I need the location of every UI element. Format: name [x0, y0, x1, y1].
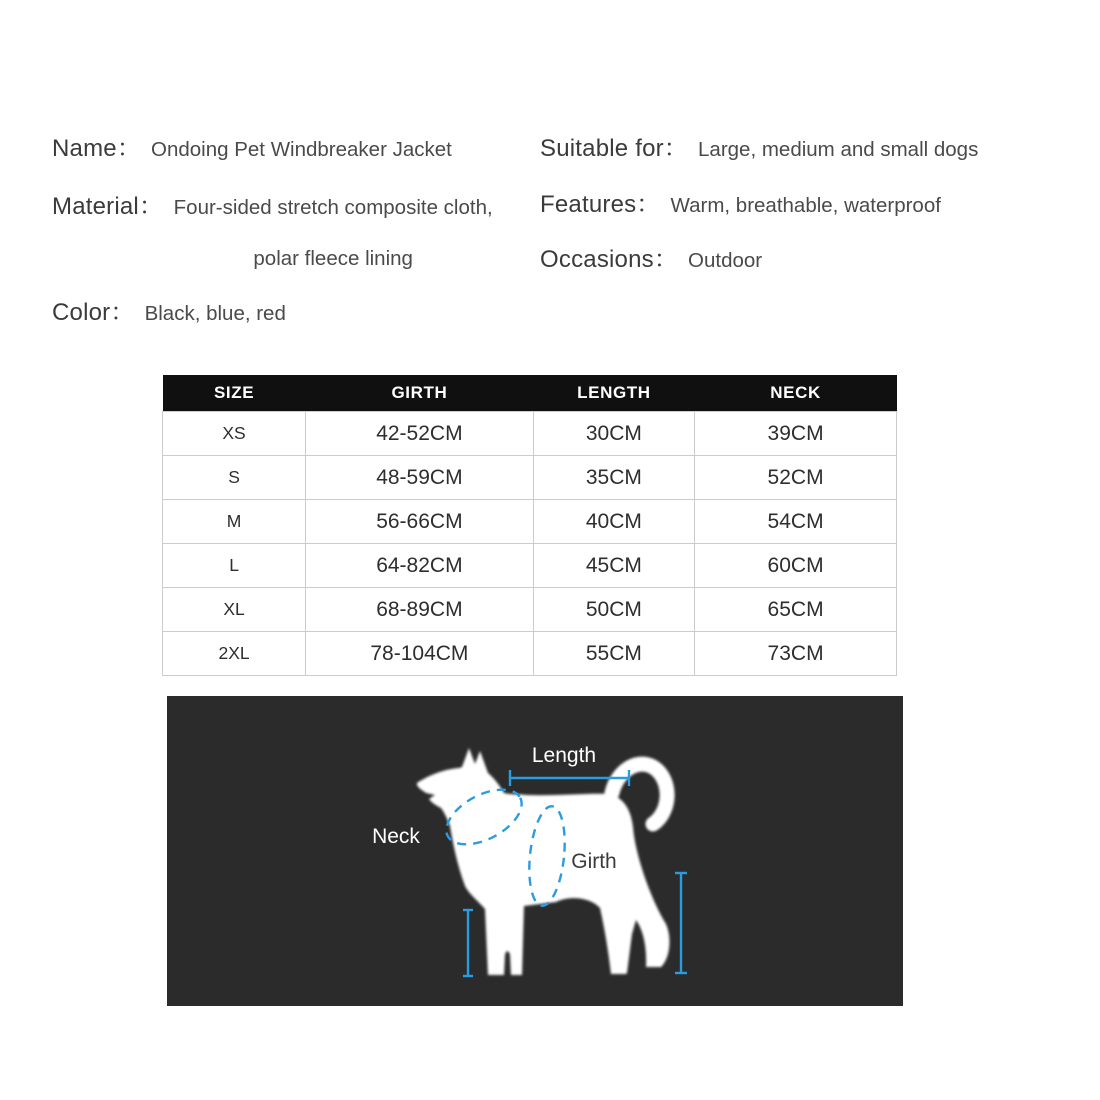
cell-girth: 64-82CM	[306, 544, 534, 588]
cell-neck: 39CM	[695, 412, 897, 456]
cell-size: 2XL	[163, 632, 306, 676]
cell-size: XS	[163, 412, 306, 456]
cell-neck: 54CM	[695, 500, 897, 544]
dog-silhouette	[417, 748, 670, 975]
cell-neck: 60CM	[695, 544, 897, 588]
cell-neck: 65CM	[695, 588, 897, 632]
table-row	[163, 544, 897, 588]
cell-length: 35CM	[533, 456, 694, 500]
field-label: Suitable for：	[540, 135, 689, 162]
cell-girth: 68-89CM	[306, 588, 534, 632]
info-row-features	[540, 184, 941, 219]
table-row	[163, 632, 897, 676]
cell-girth: 42-52CM	[306, 412, 534, 456]
measurement-diagram-panel	[167, 696, 903, 1006]
girth-label: Girth	[571, 850, 617, 873]
cell-girth: 56-66CM	[306, 500, 534, 544]
table-header-row	[163, 375, 897, 412]
table-row	[163, 588, 897, 632]
field-value: Four-sided stretch composite cloth, polar fleece lining	[173, 196, 493, 270]
table-row	[163, 456, 897, 500]
field-value: Outdoor	[688, 249, 763, 272]
cell-size: S	[163, 456, 306, 500]
neck-label: Neck	[372, 825, 420, 848]
header-cell-neck: NECK	[695, 375, 897, 412]
cell-length: 30CM	[533, 412, 694, 456]
cell-girth: 48-59CM	[306, 456, 534, 500]
front-height-measure-line	[463, 910, 473, 976]
table-row	[163, 500, 897, 544]
cell-size: L	[163, 544, 306, 588]
field-label: Material：	[52, 193, 164, 220]
field-label: Features：	[540, 191, 661, 218]
header-cell-size: SIZE	[163, 375, 306, 412]
dog-measurement-diagram	[167, 696, 903, 1006]
info-row-color	[52, 292, 286, 327]
cell-size: M	[163, 500, 306, 544]
cell-length: 45CM	[533, 544, 694, 588]
cell-length: 50CM	[533, 588, 694, 632]
header-cell-length: LENGTH	[533, 375, 694, 412]
rear-height-measure-line	[675, 873, 687, 973]
cell-girth: 78-104CM	[306, 632, 534, 676]
info-row-material	[52, 182, 493, 284]
field-value: Black, blue, red	[144, 302, 286, 325]
length-label: Length	[531, 744, 597, 767]
cell-size: XL	[163, 588, 306, 632]
info-row-occasions	[540, 239, 762, 274]
field-value: Warm, breathable, waterproof	[670, 194, 941, 217]
field-label: Color：	[52, 299, 135, 326]
cell-length: 55CM	[533, 632, 694, 676]
cell-length: 40CM	[533, 500, 694, 544]
cell-neck: 52CM	[695, 456, 897, 500]
info-row-suitable-for	[540, 128, 978, 163]
field-label: Occasions：	[540, 246, 679, 273]
field-label: Name：	[52, 135, 142, 162]
field-value: Large, medium and small dogs	[698, 138, 979, 161]
cell-neck: 73CM	[695, 632, 897, 676]
header-cell-girth: GIRTH	[306, 375, 534, 412]
table-row	[163, 412, 897, 456]
field-value: Ondoing Pet Windbreaker Jacket	[151, 138, 452, 161]
size-chart-table	[162, 375, 897, 676]
info-row-name	[52, 128, 452, 163]
